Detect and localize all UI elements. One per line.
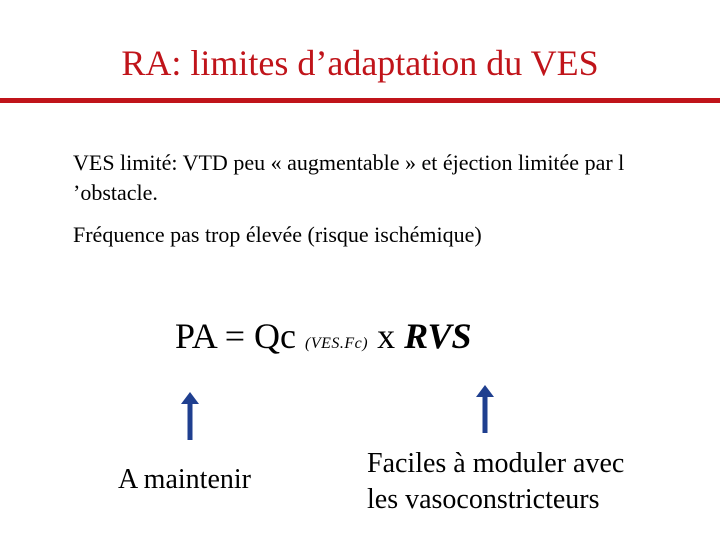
title-divider: [0, 98, 720, 103]
paragraph-frequency: Fréquence pas trop élevée (risque ischémique): [73, 222, 482, 247]
up-arrow-icon: [180, 392, 200, 440]
formula-operator: x: [368, 316, 405, 356]
paragraph-ves-limit: VES limité: VTD peu « augmentable » et éjection limitée par l ’obstacle.: [73, 150, 625, 205]
up-arrow-icon: [475, 385, 495, 433]
caption-line: les vasoconstricteurs: [367, 484, 600, 515]
formula-lhs: PA = Qc: [175, 316, 306, 356]
caption-line: Faciles à moduler avec: [367, 448, 625, 479]
formula-subscript: (VES.Fc): [305, 335, 369, 352]
caption-vasoconstrictors: [367, 446, 624, 518]
caption-maintain: A maintenir: [118, 464, 251, 495]
slide-title: RA: limites d’adaptation du VES: [121, 43, 599, 83]
formula: [175, 312, 472, 368]
formula-rvs: RVS: [404, 316, 472, 356]
